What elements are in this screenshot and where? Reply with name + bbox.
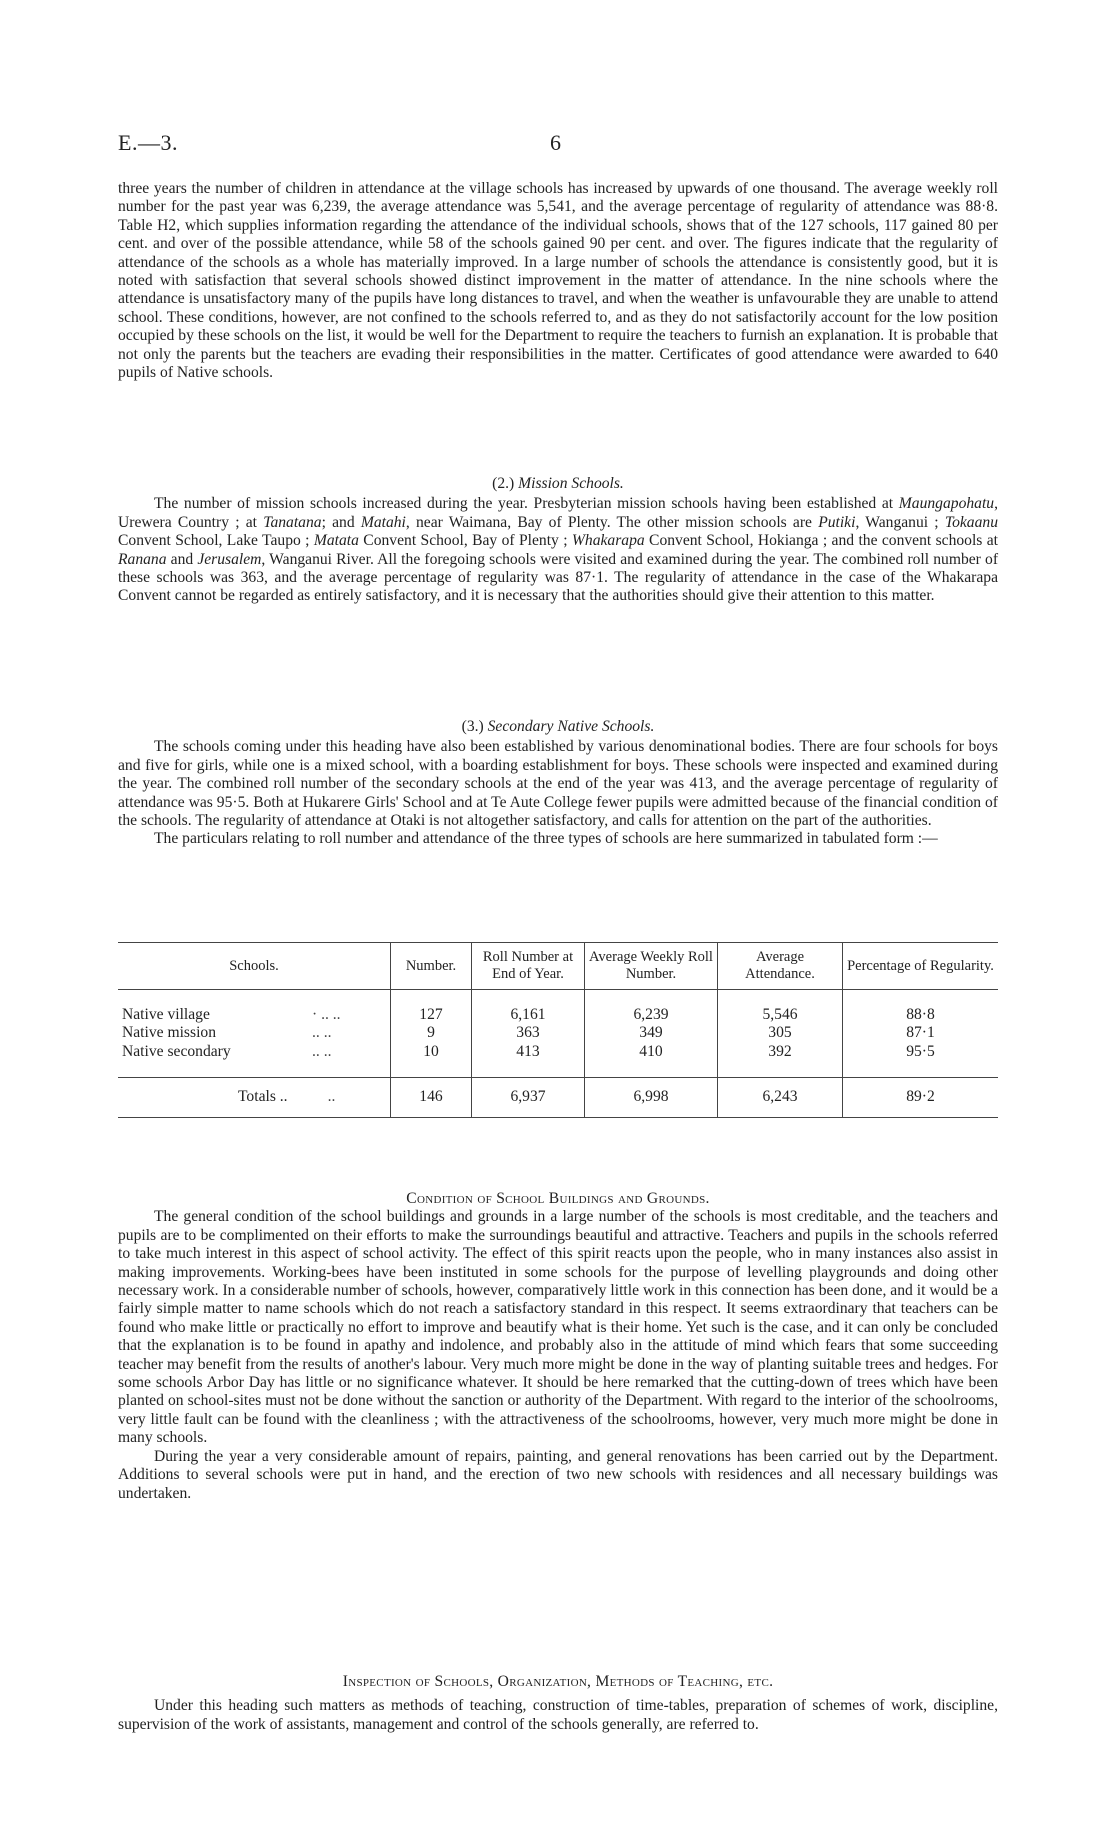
village-schools-section: [118, 180, 998, 382]
buildings-paragraph-1: The general condition of the school buildings and grounds in a large number of the schools is most creditable, and the teachers and pupils are to be complimented on their efforts to make the surroundings beautiful and attractive. Teachers and pupils in the schools referred to take much interest in this aspect of school activity. The effect of this spirit reacts upon the people, who in many instances also assist in making improvements. Working-bees have been instituted in some schools for the purpose of levelling playgrounds and doing other necessary work. In a considerable number of schools, however, comparatively little work in this connection has been done, and it would be a fairly simple matter to name schools which do not reach a satisfactory standard in this respect. It seems extraordinary that teachers can be found who make little or practically no effort to improve and beautify what is their home. Yet such is the case, and it can only be concluded that the explanation is to be found in apathy and indolence, and probably also in the attitude of mind which fears that some succeeding teacher may benefit from the results of another's labour. Very much more might be done in the way of planting suitable trees and hedges. For some schools Arbor Day has little or no significance whatever. It should be here remarked that the cutting-down of trees which have been planted on school-sites must not be done without the sanction or authority of the Department. With regard to the interior of the schoolrooms, very little fault can be found with the cleanliness ; with the attractiveness of the schoolrooms, however, very much more might be done in many schools.: [118, 1208, 998, 1447]
school-name-tanatana: Tanatana: [263, 513, 322, 531]
mission-heading-number: (2.): [492, 475, 515, 492]
mission-heading: [118, 475, 998, 493]
inspection-section: [118, 1673, 998, 1734]
cell-attendance: 305: [718, 1024, 843, 1042]
mission-schools-section: [118, 471, 998, 606]
secondary-schools-section: [118, 714, 998, 849]
totals-number: 146: [391, 1078, 472, 1117]
cell-regularity: 87·1: [843, 1024, 999, 1042]
cell-regularity: 88·8: [843, 1006, 999, 1024]
table-spacer: [118, 1061, 998, 1078]
school-name-tokaanu: Tokaanu: [944, 513, 998, 531]
mission-text-10: , Wanganui River. All the foregoing schools were visited and examined during the year. The combined roll number of these schools was 363, and the average percentage of regularity was 87·1. The regularity of attendance in the case of the Whakarapa Convent cannot be regarded as entirely satisfactory, and it is necessary that the authorities should give their attention to this matter.: [118, 550, 999, 605]
table-row: [118, 1006, 998, 1024]
secondary-paragraph: The schools coming under this heading have also been established by various denominational bodies. There are four schools for boys and five for girls, while one is a mixed school, with a boarding establishment for boys. These schools were inspected and examined during the year. The combined roll number of the secondary schools at the end of the year was 413, and the average percentage of regularity of attendance was 95·5. Both at Hukarere Girls' School and at Te Aute College fewer pupils were admitted because of the financial condition of the schools. The regularity of attendance at Otaki is not altogether satisfactory, and calls for attention on the part of the authorities.: [118, 738, 998, 830]
cell-roll-end: 413: [472, 1043, 585, 1061]
row-name: Native village: [122, 1006, 210, 1023]
totals-leader-dots: ..: [327, 1088, 336, 1106]
mission-text-8: Convent School, Hokianga ; and the convent schools at: [644, 532, 999, 550]
cell-weekly-roll: 6,239: [585, 1006, 718, 1024]
intro-paragraph: three years the number of children in attendance at the village schools has increased by upwards of one thousand. The average weekly roll number for the past year was 6,239, the average attendance was 5,541, and the average percentage of regularity of attendance was 88·8. Table H2, which supplies information regarding the attendance of the individual schools, shows that of the 127 schools, 117 gained 80 per cent. and over of the possible attendance, while 58 of the schools gained 90 per cent. and over. The figures indicate that the regularity of attendance of the schools as a whole has materially improved. In a large number of schools the attendance is consistently good, but it is noted with satisfaction that several schools showed distinct improvement in the matter of attendance. In the nine schools where the attendance is unsatisfactory many of the pupils have long distances to travel, and when the weather is unfavourable they are unable to attend school. These conditions, however, are not confined to the schools referred to, and as they do not satisfactorily account for the low position occupied by these schools on the list, it would be well for the Department to require the teachers to furnish an explanation. It is probable that not only the parents but the teachers are evading their responsibilities in the matter. Certificates of good attendance were awarded to 640 pupils of Native schools.: [118, 180, 998, 382]
secondary-heading: [118, 718, 998, 736]
table-row: [118, 1043, 998, 1061]
school-name-ranana: Ranana: [118, 550, 167, 568]
totals-regularity: 89·2: [843, 1078, 999, 1117]
school-name-matata: Matata: [313, 532, 359, 550]
cell-attendance: 392: [718, 1043, 843, 1061]
mission-text-9: and: [166, 550, 198, 568]
totals-attendance: 6,243: [718, 1078, 843, 1117]
totals-roll-end: 6,937: [472, 1078, 585, 1117]
row-leader-dots: .. ..: [312, 1024, 332, 1042]
cell-number: 9: [391, 1024, 472, 1042]
school-name-jerusalem: Jerusalem: [197, 550, 262, 568]
col-header-schools: Schools.: [118, 943, 391, 990]
cell-number: 10: [391, 1043, 472, 1061]
row-label: [118, 1006, 391, 1024]
row-leader-dots: · .. ..: [312, 1006, 341, 1023]
table-spacer: [118, 990, 998, 1007]
totals-label: Totals ..: [238, 1088, 288, 1106]
buildings-heading: Condition of School Buildings and Grounds.: [406, 1190, 710, 1207]
mission-text-7: Convent School, Bay of Plenty ;: [358, 532, 572, 550]
page-header: [118, 130, 998, 164]
school-name-maungapohatu: Maungapohatu: [898, 495, 995, 513]
col-header-regularity: Percentage of Regularity.: [843, 943, 999, 990]
mission-text-4: , near Waimana, Bay of Plenty. The other mission schools are: [405, 513, 819, 531]
series-code: E.—3.: [118, 130, 178, 155]
table-header-row: [118, 943, 998, 990]
row-label: [118, 1024, 391, 1042]
summary-table: [118, 942, 998, 1118]
secondary-heading-text: Secondary Native Schools.: [487, 718, 655, 735]
col-header-weekly-roll: Average Weekly Roll Number.: [585, 943, 718, 990]
cell-attendance: 5,546: [718, 1006, 843, 1024]
cell-number: 127: [391, 1006, 472, 1024]
school-name-whakarapa: Whakarapa: [571, 532, 645, 550]
school-name-putiki: Putiki: [818, 513, 856, 531]
buildings-section: [118, 1190, 998, 1503]
mission-heading-text: Mission Schools.: [518, 475, 624, 492]
mission-text-1: The number of mission schools increased during the year. Presbyterian mission schools having been established at: [154, 495, 899, 513]
totals-row: [118, 1078, 998, 1117]
mission-text-6: Convent School, Lake Taupo ;: [118, 532, 314, 550]
cell-regularity: 95·5: [843, 1043, 999, 1061]
school-name-matahi: Matahi: [360, 513, 406, 531]
row-name: Native mission: [122, 1024, 216, 1042]
cell-roll-end: 363: [472, 1024, 585, 1042]
summary-table-wrap: [118, 942, 998, 1118]
row-leader-dots: .. ..: [312, 1042, 332, 1060]
cell-roll-end: 6,161: [472, 1006, 585, 1024]
table-row: [118, 1024, 998, 1042]
cell-weekly-roll: 349: [585, 1024, 718, 1042]
inspection-paragraph: Under this heading such matters as methods of teaching, construction of time-tables, preparation of schemes of work, discipline, supervision of the work of assistants, management and control of the schools generally, are referred to.: [118, 1697, 998, 1733]
mission-text-2: , Urewera Country ; at: [118, 495, 998, 531]
mission-paragraph: [118, 495, 998, 605]
col-header-attendance: Average Attendance.: [718, 943, 843, 990]
mission-text-3: ; and: [321, 513, 361, 531]
mission-text-5: , Wanganui ;: [855, 513, 945, 531]
secondary-heading-number: (3.): [461, 718, 484, 735]
row-name: Native secondary: [122, 1042, 231, 1060]
col-header-number: Number.: [391, 943, 472, 990]
col-header-roll-end: Roll Number at End of Year.: [472, 943, 585, 990]
row-label: [118, 1043, 391, 1061]
buildings-paragraph-2: During the year a very considerable amount of repairs, painting, and general renovations has been carried out by the Department. Additions to several schools were put in hand, and the erection of two new schools with residences and all necessary buildings was undertaken.: [118, 1447, 998, 1502]
totals-weekly-roll: 6,998: [585, 1078, 718, 1117]
inspection-heading: Inspection of Schools, Organization, Methods of Teaching, etc.: [342, 1673, 774, 1690]
page-number: 6: [550, 130, 561, 155]
cell-weekly-roll: 410: [585, 1043, 718, 1061]
totals-label-cell: [118, 1078, 391, 1117]
table-intro: The particulars relating to roll number and attendance of the three types of schools are here summarized in tabulated form :—: [154, 830, 938, 848]
